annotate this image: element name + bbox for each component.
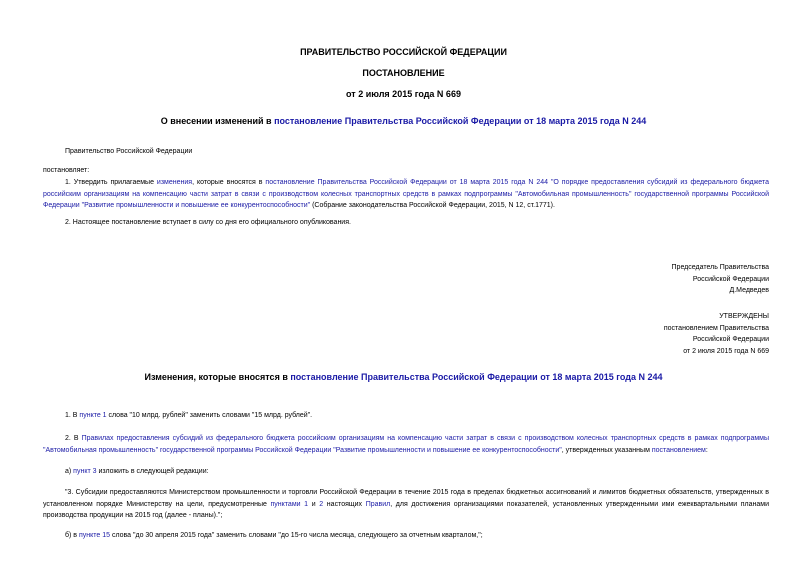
changes-title-prefix: Изменения, которые вносятся в <box>144 372 291 382</box>
approved-label: УТВЕРЖДЕНЫ <box>719 313 769 320</box>
change-2a <box>65 466 209 478</box>
c2a-text-a: а) <box>65 468 74 475</box>
c2-text-c: : <box>705 446 708 454</box>
paragraph-2: 2. Настоящее постановление вступает в силу со дня его официального опубликования. <box>65 219 351 226</box>
c3-text-b: и <box>308 500 320 508</box>
c3-text-a: "3. Субсидии предоставляются Министерством промышленности и торговли Российской Федерации в течение 2015 года в пределах бюджетных ассигнований и лимитов бюджетных обязательств, утвержденных в установленном порядке Министерству на цели, предусмотренные <box>43 489 769 508</box>
c1-text-b: слова "10 млрд. рублей" заменить словами "15 млрд. рублей". <box>106 412 313 419</box>
signature-block <box>569 262 769 297</box>
doc-type-heading: ПОСТАНОВЛЕНИЕ <box>362 68 445 78</box>
c3-link-2[interactable]: 2 <box>319 500 324 508</box>
signature-name: Д.Медведев <box>729 287 769 294</box>
p1-link-changes[interactable]: изменения <box>156 179 193 186</box>
title-prefix: О внесении изменений в <box>160 116 275 126</box>
doc-date: от 2 июля 2015 года N 669 <box>346 89 461 99</box>
c2-text-a: 2. В <box>65 435 82 442</box>
c2a-link[interactable]: пункт 3 <box>73 468 97 475</box>
approved-by: постановлением Правительства <box>663 324 769 332</box>
signature-title: Председатель Правительства <box>671 264 769 271</box>
paragraph-1 <box>43 177 769 212</box>
c2b-text-a: б) в <box>65 532 79 539</box>
approved-date: от 2 июля 2015 года N 669 <box>683 347 769 355</box>
change-3 <box>43 487 769 522</box>
c2-link-rules[interactable]: Правилах предоставления субсидий из федерального бюджета российским организациям на компенсацию части затрат в связи с производством колесных транспортных средств в рамках подпрограммы "Автомобильная промышленность" государственной программы Российской Федерации "Развитие промышленности и повышение ее конкурентоспособности" <box>43 435 769 454</box>
p1-link-resolution[interactable]: постановление Правительства Российской Федерации от 18 марта 2015 года N 244 "О порядке предоставления субсидий из федерального бюджета российским организациям на компенсацию части затрат в связи с производством колесных транспортных средств в рамках подпрограммы "Автомобильная промышленность" государственной программы Российской Федерации "Развитие промышленности и повышение ее конкурентоспособности" <box>43 179 769 209</box>
approved-block <box>569 311 769 357</box>
change-1 <box>65 410 312 422</box>
intro-resolves: постановляет: <box>43 167 90 174</box>
c2a-text-b: изложить в следующей редакции: <box>96 468 209 475</box>
p1-text-b: , которые вносятся в <box>192 179 266 186</box>
change-2 <box>43 433 769 456</box>
change-2b <box>65 530 483 542</box>
p1-text-a: 1. Утвердить прилагаемые <box>65 179 157 186</box>
c3-link-points[interactable]: пунктами 1 <box>270 500 309 508</box>
c3-link-rules[interactable]: Правил <box>365 500 391 508</box>
p1-text-c: (Собрание законодательства Российской Федерации, 2015, N 12, ст.1771). <box>310 202 555 209</box>
c1-link[interactable]: пункте 1 <box>79 412 107 419</box>
changes-title-link[interactable]: постановление Правительства Российской Федерации от 18 марта 2015 года N 244 <box>290 372 663 382</box>
government-heading: ПРАВИТЕЛЬСТВО РОССИЙСКОЙ ФЕДЕРАЦИИ <box>300 47 507 57</box>
signature-country: Российской Федерации <box>692 275 769 283</box>
c1-text-a: 1. В <box>65 412 80 419</box>
c3-text-d: , для достижения организациями показателей, установленных утвержденными ими ежеквартальными планами производства продукции на 2015 год (далее - планы)."; <box>43 500 769 519</box>
changes-title <box>0 372 807 382</box>
c2-text-b: , утвержденных указанным <box>561 446 652 454</box>
intro-gov: Правительство Российской Федерации <box>65 148 193 155</box>
c2-link-resolution[interactable]: постановлением <box>651 446 706 454</box>
c2b-link[interactable]: пункте 15 <box>78 532 111 539</box>
c2b-text-b: слова "до 30 апреля 2015 года" заменить словами "до 15-го числа месяца, следующего за отчетным кварталом,"; <box>110 532 483 539</box>
approved-country: Российской Федерации <box>692 336 769 343</box>
document-title <box>0 116 807 126</box>
title-link[interactable]: постановление Правительства Российской Федерации от 18 марта 2015 года N 244 <box>274 116 647 126</box>
c3-text-c: настоящих <box>323 500 366 508</box>
